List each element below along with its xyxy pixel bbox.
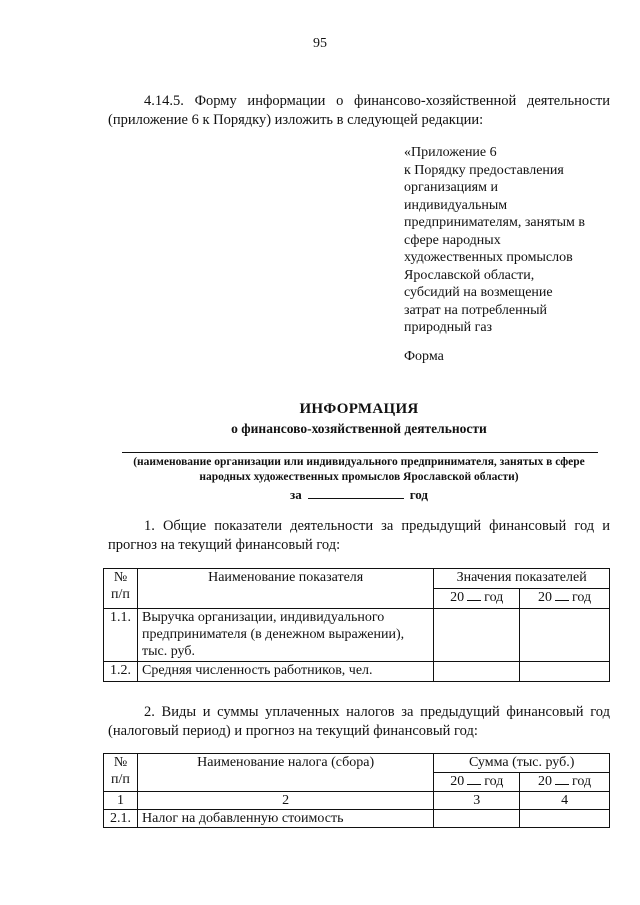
approval-line: к Порядку предоставления [404,162,564,178]
table-row [104,609,610,662]
intro-rest: (приложение 6 к Порядку) изложить в следующей редакции: [108,112,484,128]
value-cell [434,810,520,828]
value-cell [520,662,610,682]
approval-line: затрат на потребленный [404,302,548,318]
row-name: Выручка организации, индивидуального предпринимателя (в денежном выражении), тыс. руб. [137,609,433,662]
col-number: 3 [434,792,520,810]
approval-line: субсидий на возмещение [404,285,553,300]
document-subtitle: о финансово-хозяйственной деятельности [231,421,487,436]
approval-line: «Приложение 6 [404,145,497,160]
name-fill-line [122,452,598,453]
row-num: 1.2. [104,662,138,682]
approval-line: организациям и [404,180,498,195]
approval-line: индивидуальным [404,197,508,213]
header-year-curr: 20 год [520,773,610,792]
header-values: Значения показателей [434,569,610,589]
section2-paragraph: 2. Виды и суммы уплаченных налогов за предыдущий финансовый год (налоговый период) и прогноз на текущий финансовый год: [108,704,610,739]
header-name: Наименование показателя [137,569,433,609]
intro-first-line: 4.14.5. Форму информации о финансово-хозяйственной деятельности [144,93,610,109]
approval-line: природный газ [404,320,493,335]
row-name: Средняя численность работников, чел. [137,662,433,682]
period-prefix: за [289,487,302,502]
header-name: Наименование налога (сбора) [137,754,433,792]
header-values: Сумма (тыс. руб.) [434,754,610,773]
period-blank [308,486,404,499]
period-line [108,486,610,503]
header-year-prev: 20 год [434,773,520,792]
header-year-prev: 20 год [434,589,520,609]
value-cell [434,662,520,682]
section2-text [108,703,610,741]
document-title: ИНФОРМАЦИЯ [299,401,419,417]
row-name: Налог на добавленную стоимость [137,810,433,828]
header-num: № п/п [104,754,138,792]
section1-paragraph: 1. Общие показатели деятельности за предыдущий финансовый год и прогноз на текущий финансовый год: [108,518,610,553]
approval-line: сфере народных [404,232,501,248]
form-label: Форма [404,349,444,364]
approval-line: предпринимателям, занятым в [404,215,586,230]
col-number: 4 [520,792,610,810]
approval-line: Ярославской области, [404,267,535,283]
period-suffix: год [409,487,428,502]
col-number: 1 [104,792,138,810]
header-year-curr: 20 год [520,589,610,609]
indicators-table [103,568,610,682]
section1-text [108,517,610,555]
value-cell [434,609,520,662]
taxes-table [103,753,610,828]
row-num: 1.1. [104,609,138,662]
value-cell [520,810,610,828]
page-number: 95 [313,36,327,51]
name-caption: (наименование организации или индивидуального предпринимателя, занятых в сфере народных художественных промыслов Ярославской области) [133,456,585,483]
header-num: № п/п [104,569,138,609]
approval-line: художественных промыслов [404,250,573,265]
table-row [104,662,610,682]
intro-paragraph [108,92,610,130]
col-number: 2 [137,792,433,810]
value-cell [520,609,610,662]
row-num: 2.1. [104,810,138,828]
approval-block [404,144,614,337]
column-number-row [104,792,610,810]
table-row [104,810,610,828]
